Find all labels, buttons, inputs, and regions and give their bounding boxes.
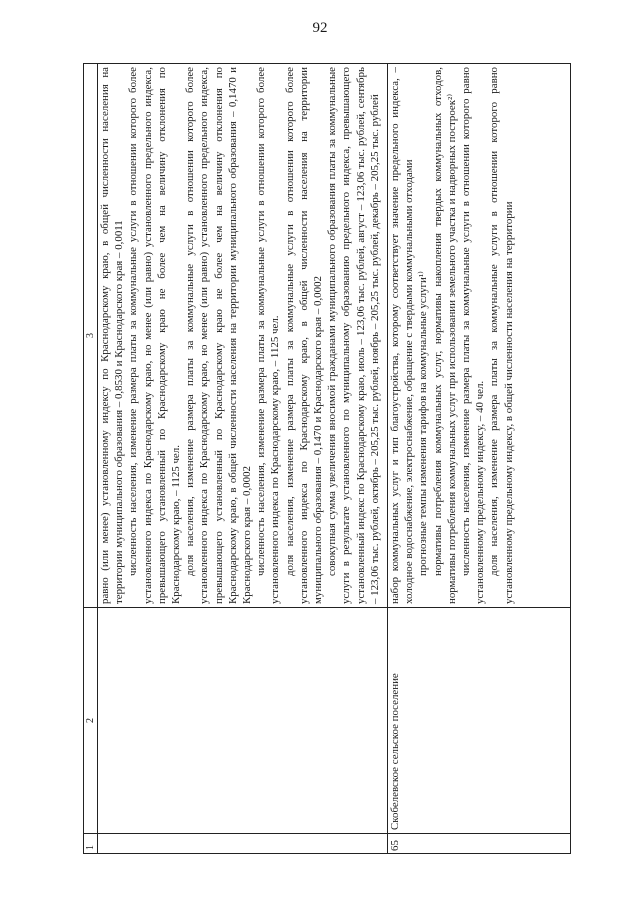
description-paragraph: доля населения, изменение размера платы за коммунальные услуги в отношении которого более установленного индекса по Краснодарскому краю, но менее (или равно) установленного предельного индекса, превышающего установленный по Краснодарскому краю не более чем на величину отклонения по Краснодарскому краю, в общей численности населения на территории муниципального образования – 0,1470 и Краснодарского края – 0,0002 xyxy=(184,67,254,604)
description-paragraph: численность населения, изменение размера платы за коммунальные услуги в отношении которого равно установленному предельному индексу, – 40 чел. xyxy=(460,67,487,604)
description-paragraph: численность населения, изменение размера платы за коммунальные услуги в отношении которого более установленного индекса по Краснодарскому краю, – 1125 чел. xyxy=(255,67,282,604)
rotated-table-container xyxy=(83,64,569,854)
table-row-continuation xyxy=(98,64,388,854)
description-paragraph: нормативы потребления коммунальных услуг, нормативы накопления твердых коммунальных отходов, нормативы потребления коммунальных услуг при использовании земельного участка и надворных построек²⁾ xyxy=(431,67,458,604)
header-cell-3: 3 xyxy=(84,64,98,608)
table-row-65 xyxy=(388,64,571,854)
header-cell-1: 1 xyxy=(84,834,98,854)
page-number: 92 xyxy=(312,20,328,36)
description-paragraph: набор коммунальных услуг и тип благоустройства, которому соответствует значение предельного индекса, – холодное водоснабжение, электроснабжение, обращение с твердыми коммунальными отходами xyxy=(389,67,416,604)
description-paragraph: численность населения, изменение размера платы за коммунальные услуги в отношении которого более установленного индекса по Краснодарскому краю, но менее (или равно) установленного предельного индекса, превышающего установленный по Краснодарскому краю не более чем на величину отклонения по Краснодарскому краю, – 1125 чел. xyxy=(127,67,183,604)
row-description-cell xyxy=(388,64,571,608)
data-table xyxy=(83,63,571,854)
description-paragraph: прогнозные темпы изменения тарифов на коммунальные услуги¹⁾ xyxy=(417,271,430,576)
table-header-row xyxy=(84,64,98,854)
header-cell-2: 2 xyxy=(84,608,98,834)
row-number-cell: 65 xyxy=(388,834,571,854)
row-name-cell xyxy=(98,608,388,834)
row-number-cell xyxy=(98,834,388,854)
description-paragraph: равно (или менее) установленному индексу по Краснодарскому краю, в общей численности населения на территории муниципального образования – 0,8530 и Краснодарского края – 0,0011 xyxy=(99,67,126,604)
row-name-cell: Скобелевское сельское поселение xyxy=(388,608,571,834)
row-description-cell xyxy=(98,64,388,608)
description-paragraph: доля населения, изменение размера платы за коммунальные услуги в отношении которого более установленного индекса по Краснодарскому краю, в общей численности населения на территории муниципального образования – 0,1470 и Краснодарского края – 0,0002 xyxy=(283,67,325,604)
description-paragraph: совокупная сумма увеличения вносимой гражданами муниципального образования платы за коммунальные услуги в результате установленного по муниципальному образованию предельного индекса, превышающего установленный индекс по Краснодарскому краю, июль – 123,06 тыс. рублей, август – 123,06 тыс. рублей, сентябрь – 123,06 тыс. рублей, октябрь – 205,25 тыс. рублей, ноябрь – 205,25 тыс. рублей, декабрь – 205,25 тыс. рублей xyxy=(326,67,381,604)
description-paragraph: доля населения, изменение размера платы за коммунальные услуги в отношении которого равно установленному предельному индексу, в общей численности населения на территории xyxy=(488,67,515,604)
